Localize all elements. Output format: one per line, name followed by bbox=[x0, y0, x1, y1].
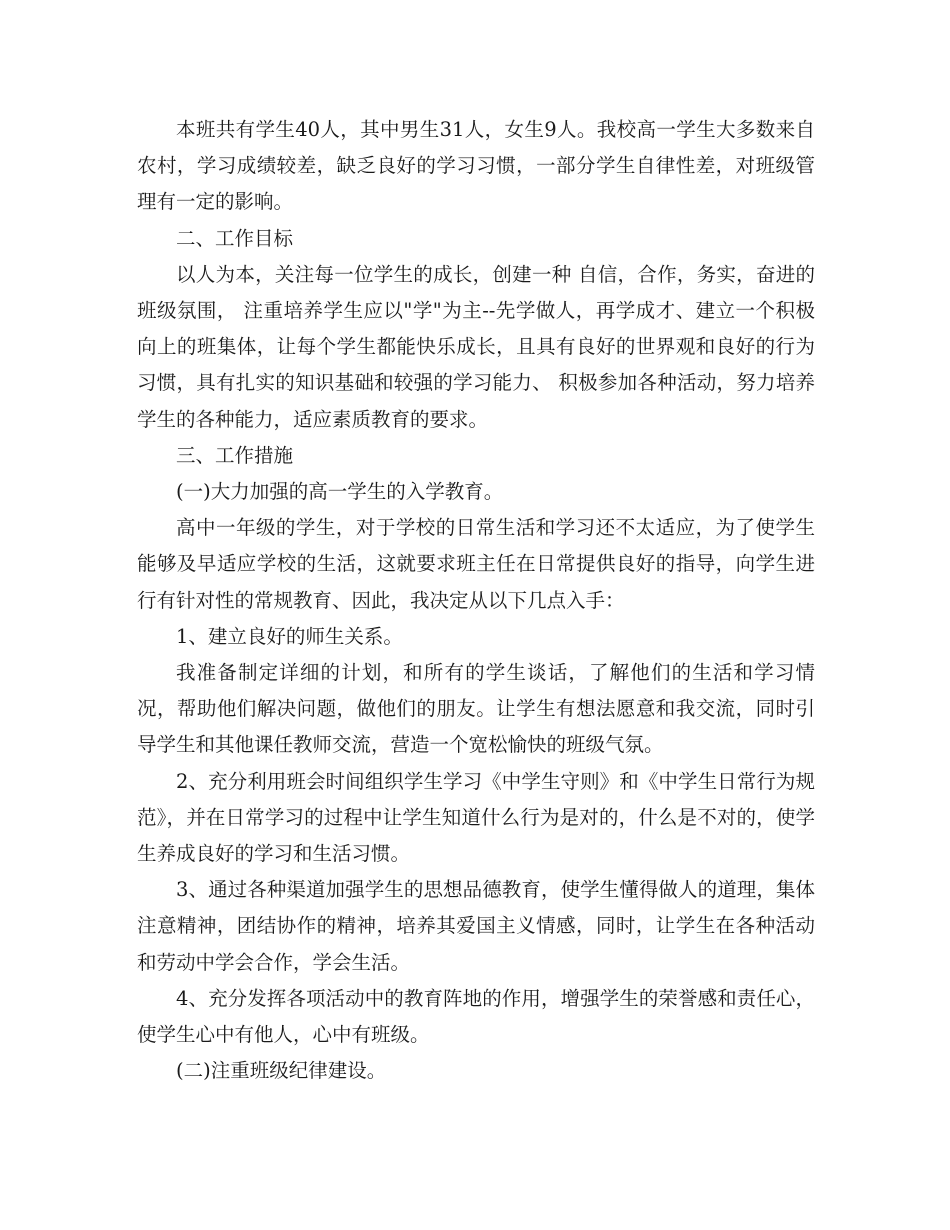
paragraph-entrance-education: 高中一年级的学生，对于学校的日常生活和学习还不太适应，为了使学生能够及早适应学校的生活，这就要求班主任在日常提供良好的指导，向学生进行有针对性的常规教育、因此，我决定从以下几点入手： bbox=[137, 516, 815, 612]
document-page bbox=[137, 112, 815, 1089]
paragraph-moral-education: 3、通过各种渠道加强学生的思想品德教育，使学生懂得做人的道理，集体注意精神，团结协作的精神，培养其爱国主义情感，同时，让学生在各种活动和劳动中学会合作，学会生活。 bbox=[137, 878, 815, 974]
paragraph-class-meeting-rules: 2、充分利用班会时间组织学生学习《中学生守则》和《中学生日常行为规范》，并在日常学习的过程中让学生知道什么行为是对的，什么是不对的，使学生养成良好的学习和生活习惯。 bbox=[137, 769, 815, 866]
paragraph-teacher-student-relations: 我准备制定详细的计划，和所有的学生谈话，了解他们的生活和学习情况，帮助他们解决问题，做他们的朋友。让学生有想法愿意和我交流，同时引导学生和其他课任教师交流，营造一个宽松愉快的班级气氛。 bbox=[137, 661, 815, 757]
subsection-heading-entrance-education: (一)大力加强的高一学生的入学教育。 bbox=[176, 480, 504, 504]
item-heading-teacher-student-relations: 1、建立良好的师生关系。 bbox=[176, 624, 403, 648]
paragraph-class-overview: 本班共有学生40人，其中男生31人，女生9人。我校高一学生大多数来自农村，学习成绩较差，缺乏良好的学习习惯，一部分学生自律性差，对班级管理有一定的影响。 bbox=[137, 118, 815, 214]
section-heading-work-measures: 三、工作措施 bbox=[176, 443, 294, 467]
paragraph-work-goals: 以人为本，关注每一位学生的成长，创建一种 自信，合作，务实，奋进的班级氛围， 注重培养学生应以"学"为主--先学做人，再学成才、建立一个积极向上的班集体，让每个学生都能快乐成长，且具有良好的世界观和良好的行为习惯，具有扎实的知识基础和较强的学习能力、 积极参加各种活动，努力培养学生的各种能力，适应素质教育的要求。 bbox=[137, 262, 815, 431]
subsection-heading-class-discipline: (二)注重班级纪律建设。 bbox=[176, 1059, 387, 1083]
paragraph-activities-education: 4、充分发挥各项活动中的教育阵地的作用，增强学生的荣誉感和责任心，使学生心中有他人，心中有班级。 bbox=[137, 986, 815, 1047]
section-heading-work-goals: 二、工作目标 bbox=[176, 226, 294, 250]
